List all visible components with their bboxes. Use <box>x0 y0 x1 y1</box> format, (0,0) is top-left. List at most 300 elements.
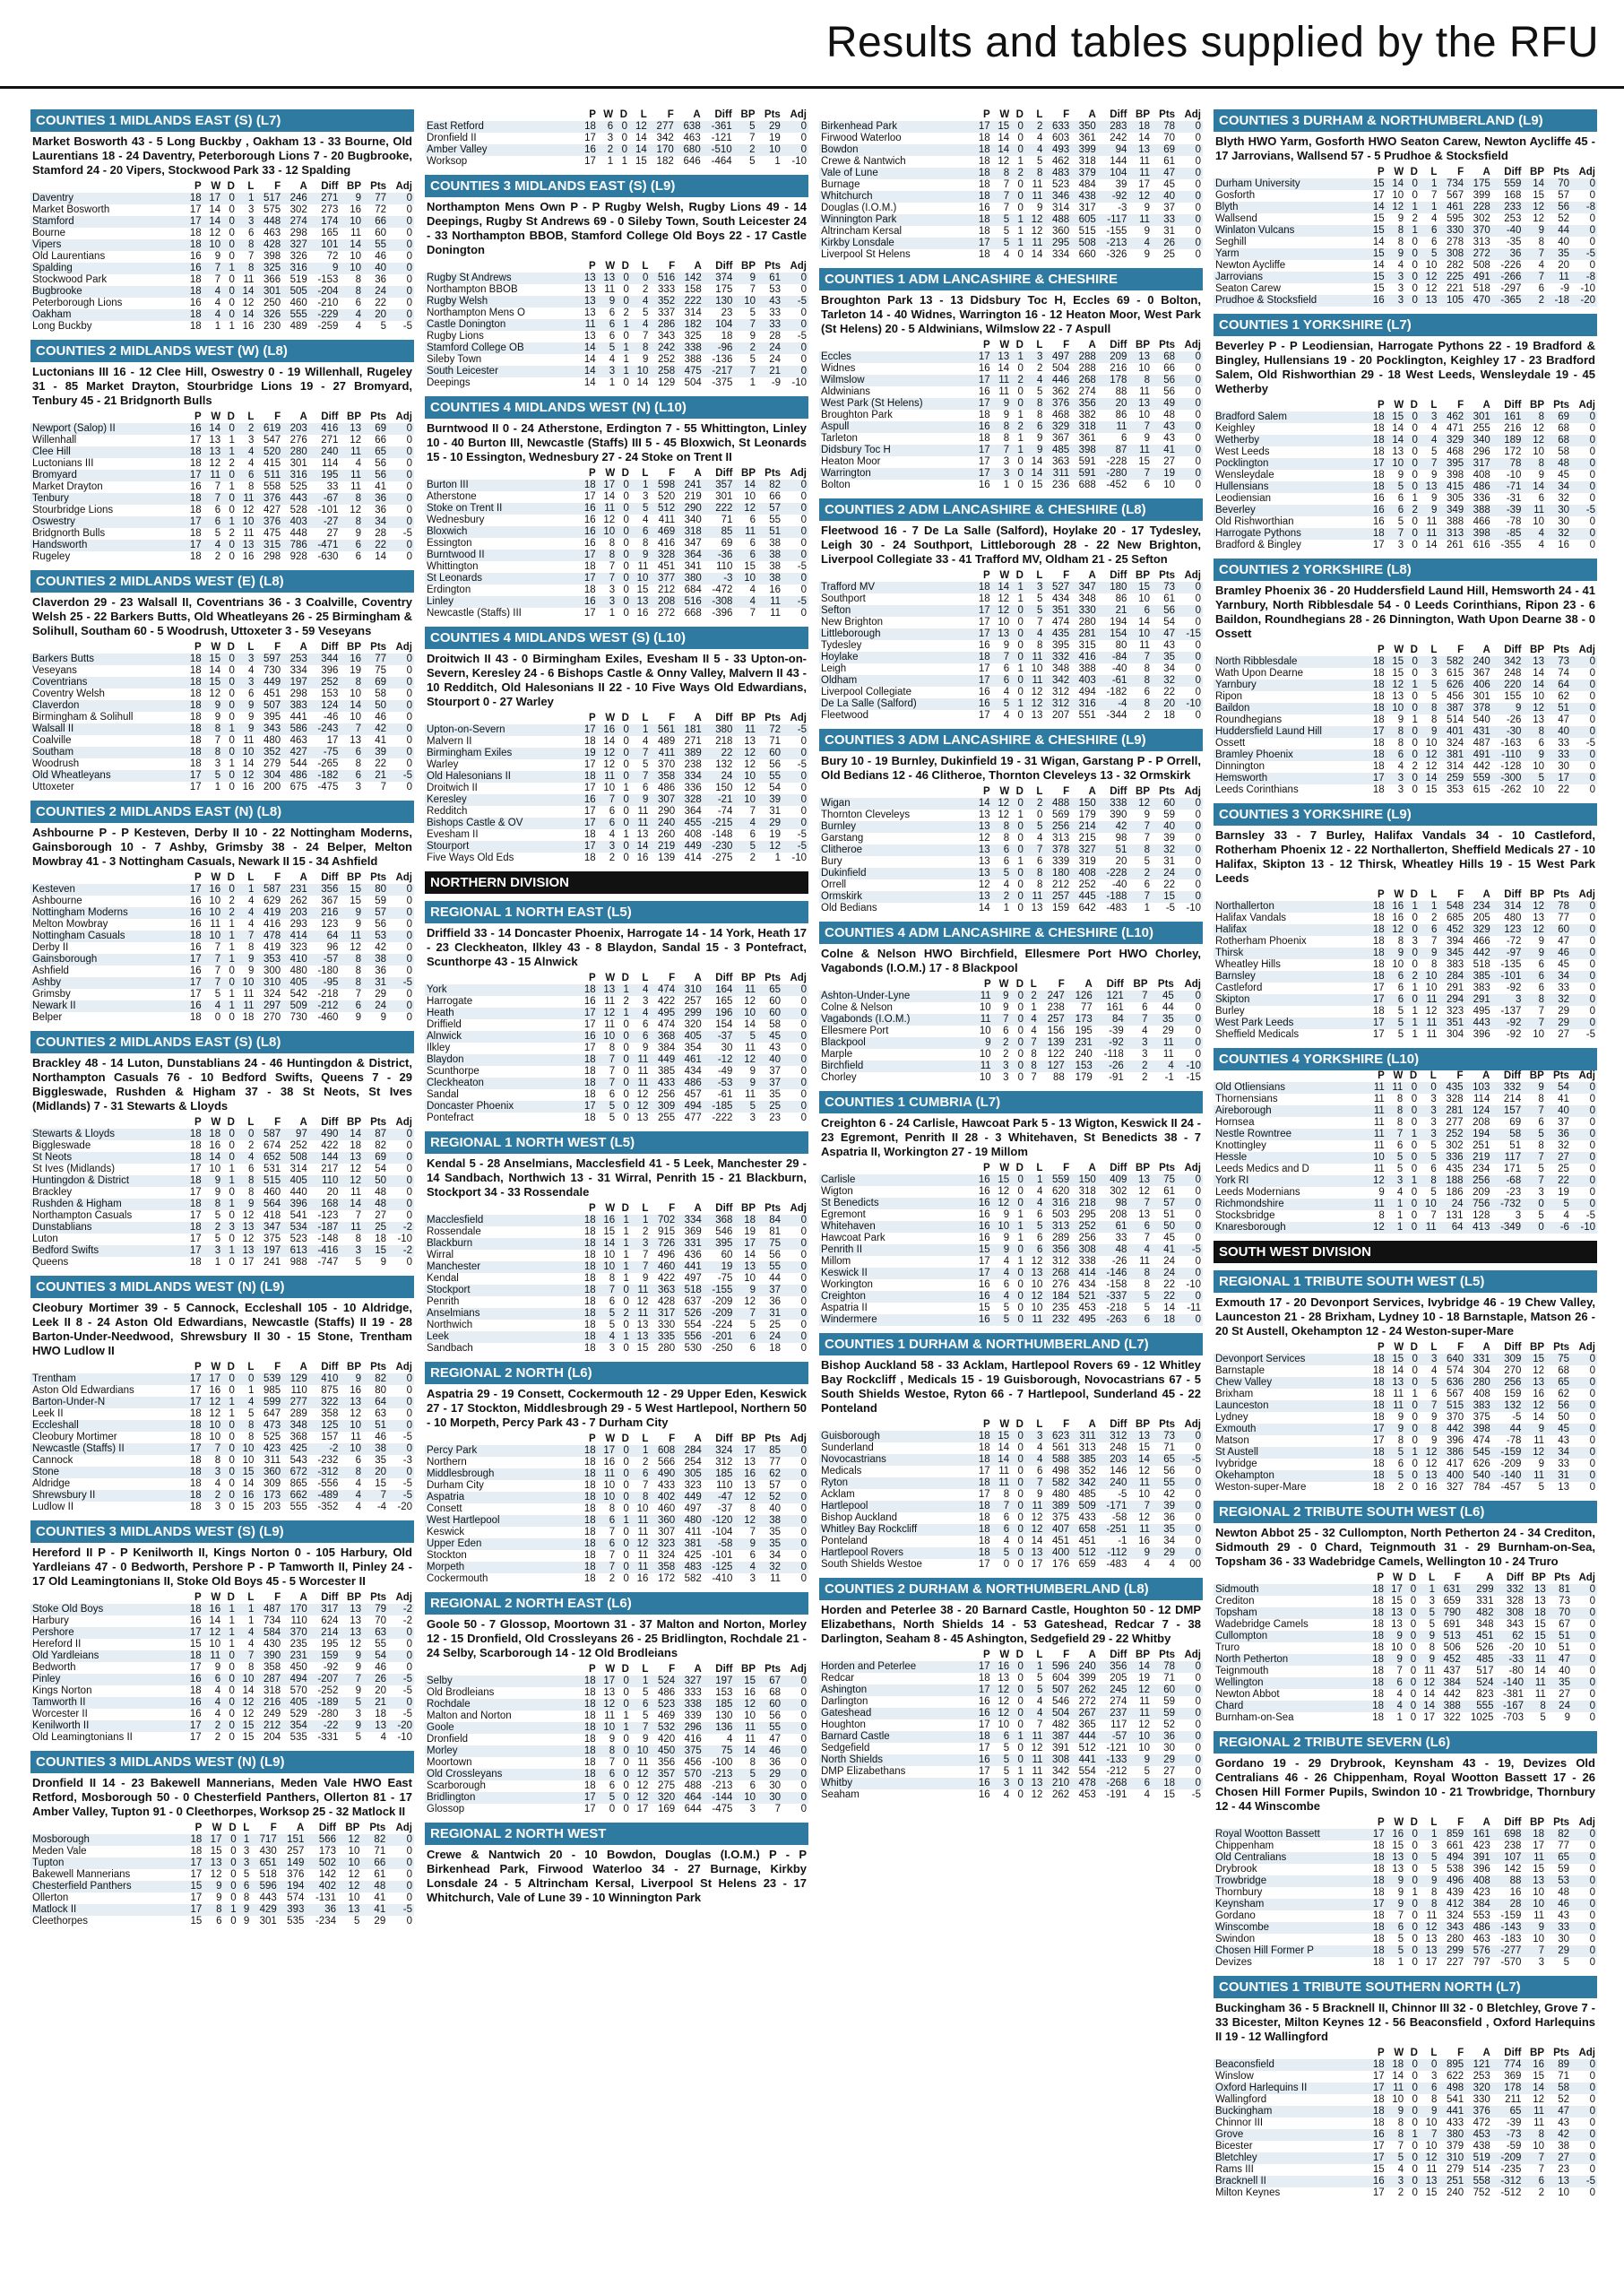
team-name: Cleethorpes <box>32 1916 89 1927</box>
table-cell: 54 <box>1546 1082 1571 1094</box>
table-cell: 256 <box>1492 1377 1524 1389</box>
table-cell: 17 <box>583 608 596 619</box>
team-name: Newport (Salop) II <box>30 423 184 435</box>
table-cell: 189 <box>1492 435 1524 446</box>
table-cell: 5 <box>609 1113 616 1123</box>
table-cell: 7 <box>237 931 256 942</box>
table-cell: 150 <box>1071 798 1098 810</box>
results-text: Gordano 19 - 29 Drybrook, Keynsham 43 - 19, Devizes Old Centralians 46 - 26 Chippenham, Royal Wootton Bassett 17 - 26 Chosen Hill Former Pupils, Swindon 10 - 21 Trowbridge, Thornbury 12 - 44 Winscombe <box>1215 1756 1595 1813</box>
table-cell: 104 <box>1098 168 1129 179</box>
table-cell: 0 <box>1011 1061 1025 1072</box>
table-cell: 508 <box>1473 260 1490 271</box>
table-cell: 636 <box>1438 1377 1465 1389</box>
team-name: Royal Wootton Bassett <box>1214 1829 1367 1840</box>
column-header: BP <box>741 1203 756 1214</box>
table-cell: 17 <box>978 1719 990 1730</box>
table-cell: 16 <box>189 919 202 930</box>
table-cell: 7 <box>734 319 757 331</box>
table-cell: 352 <box>1078 1466 1096 1477</box>
team-name: Meden Vale <box>32 1846 87 1857</box>
table-cell: 0 <box>1571 1377 1597 1389</box>
table-cell: 0 <box>1017 386 1024 397</box>
table-cell: 605 <box>1071 214 1098 226</box>
table-cell: 54 <box>375 1164 387 1174</box>
table-cell: 5 <box>1538 1164 1544 1174</box>
table-cell: 16 <box>1392 913 1404 923</box>
league-section <box>819 1578 1203 1801</box>
table-row <box>1214 435 1597 446</box>
table-cell: 17 <box>1372 2071 1385 2082</box>
table-cell: 55 <box>757 1261 782 1273</box>
table-cell: 11 <box>604 996 616 1007</box>
table-cell: 212 <box>255 1720 282 1732</box>
table-row <box>819 1186 1203 1198</box>
column-header: Pts <box>1159 786 1176 797</box>
table-cell: 59 <box>375 896 387 906</box>
table-cell: 1 <box>617 1331 631 1343</box>
table-cell: -155 <box>1106 226 1127 237</box>
table-cell: 11 <box>598 503 618 515</box>
table-cell: 488 <box>684 1780 702 1791</box>
table-cell: 9 <box>1386 2106 1406 2117</box>
table-cell: 18 <box>1128 121 1152 133</box>
table-cell: -6 <box>1546 1222 1571 1234</box>
table-cell: 455 <box>677 818 704 829</box>
table-cell: 257 <box>1039 1014 1067 1026</box>
column-header: P <box>983 340 990 351</box>
table-cell: 18 <box>184 747 203 758</box>
table-cell: 0 <box>800 1019 807 1030</box>
table-cell: 8 <box>340 977 363 989</box>
table-cell: 11 <box>1025 652 1045 663</box>
table-cell: 0 <box>1589 190 1595 201</box>
table-cell: 5 <box>598 1101 618 1113</box>
table-cell: 406 <box>1465 680 1492 691</box>
table-cell: 8 <box>1003 1489 1010 1500</box>
table-cell: 5 <box>1429 1619 1435 1630</box>
table-cell: 451 <box>263 688 281 699</box>
table-cell: 0 <box>800 1113 807 1123</box>
table-cell: 398 <box>1465 528 1492 540</box>
column-header: P <box>589 468 596 479</box>
table-cell: 2 <box>609 853 616 863</box>
table-cell: 357 <box>650 1769 677 1780</box>
table-cell: -218 <box>317 989 339 1000</box>
table-cell: 123 <box>1492 924 1524 936</box>
table-row <box>819 421 1203 433</box>
table-row <box>1214 528 1597 540</box>
table-cell: 17 <box>578 841 598 853</box>
table-cell: 0 <box>1011 1291 1025 1303</box>
table-cell: 364 <box>677 550 704 561</box>
column-header: W <box>605 468 616 479</box>
table-cell: 0 <box>222 1420 237 1432</box>
table-cell: 0 <box>1571 1945 1597 1957</box>
table-cell: 7 <box>1523 1152 1546 1164</box>
results-text: Blyth HWO Yarm, Gosforth HWO Seaton Carew, Newton Aycliffe 45 - 17 Jarrovians, Wallsend 57 - 5 Prudhoe & Stocksfield <box>1215 134 1595 162</box>
column-header: P <box>1378 645 1385 655</box>
table-cell: 6 <box>203 516 223 528</box>
table-cell: 10 <box>979 1026 991 1036</box>
table-cell: 8 <box>203 1199 223 1210</box>
table-cell: 11 <box>1426 1029 1438 1040</box>
table-cell: -61 <box>1098 675 1129 687</box>
table-cell: 0 <box>1011 675 1025 687</box>
league-table <box>425 1664 808 1815</box>
table-cell: 388 <box>1437 1701 1463 1712</box>
table-cell: 13 <box>578 273 598 284</box>
team-name: Linley <box>425 596 578 608</box>
table-cell: 623 <box>1044 1431 1071 1442</box>
table-cell: 12 <box>209 458 221 469</box>
table-cell: 16 <box>1533 1389 1545 1399</box>
table-row <box>819 351 1203 363</box>
table-cell: 18 <box>583 853 596 863</box>
team-name: Whitehaven <box>819 1221 972 1233</box>
table-cell: 1 <box>631 480 651 491</box>
table-cell: 6 <box>1128 1314 1152 1326</box>
results-text: Dronfield II 14 - 23 Bakewell Mannerians, Meden Vale HWO East Retford, Mosborough 50 - 0 Chesterfield Panthers, Ollerton 81 - 17 Amber Valley, Tupton 91 - 0 Cleethorpes, Worksop 25 - 32 Matlock II <box>32 1776 412 1818</box>
table-cell: 11 <box>243 528 255 539</box>
table-cell: 12 <box>1425 283 1438 294</box>
table-cell: 6 <box>749 1343 756 1354</box>
table-cell: 12 <box>1420 1447 1439 1459</box>
table-cell: 262 <box>289 896 307 906</box>
table-cell: 12 <box>992 798 1012 810</box>
table-cell: 18 <box>1372 691 1385 702</box>
table-cell: 0 <box>222 470 237 481</box>
table-cell: 1 <box>1412 1006 1418 1017</box>
table-cell: 0 <box>800 1250 807 1260</box>
table-cell: 0 <box>623 585 629 595</box>
table-cell: 7 <box>340 1674 363 1685</box>
table-cell: 66 <box>375 435 387 446</box>
table-cell: 514 <box>1446 714 1464 725</box>
table-cell: 1 <box>1420 178 1439 190</box>
table-cell: 564 <box>255 1199 282 1210</box>
table-cell: 70 <box>1548 1607 1572 1619</box>
table-row <box>1214 272 1597 283</box>
table-cell: 7 <box>203 493 223 505</box>
table-cell: 524 <box>1463 1677 1496 1689</box>
table-cell: 10 <box>1128 628 1152 640</box>
table-cell: 18 <box>583 1113 596 1123</box>
table-cell: 875 <box>321 1385 339 1396</box>
table-row <box>819 1221 1203 1233</box>
table-cell: 168 <box>309 1199 341 1210</box>
table-cell: 0 <box>229 1234 235 1244</box>
table-cell: 235 <box>1051 1303 1070 1313</box>
table-cell: 1 <box>1017 433 1024 444</box>
table-cell: 157 <box>321 1432 339 1442</box>
table-cell: 0 <box>1017 179 1024 190</box>
table-cell: 94 <box>1098 144 1129 156</box>
league-table <box>30 872 414 1024</box>
table-cell: 384 <box>1437 1677 1463 1689</box>
table-cell: 44 <box>1546 225 1571 237</box>
table-cell: 0 <box>222 1490 237 1502</box>
team-name: Belper <box>32 1012 63 1023</box>
table-cell: 0 <box>222 747 237 758</box>
table-cell: 12 <box>998 1186 1010 1197</box>
table-row <box>30 321 414 333</box>
table-cell: 314 <box>684 307 702 318</box>
table-cell: 16 <box>350 204 362 215</box>
team-name: Rossendale <box>427 1226 481 1237</box>
table-cell: 1 <box>617 366 631 377</box>
table-cell: 15 <box>340 884 363 896</box>
league-section <box>425 396 808 619</box>
table-cell: 9 <box>1397 1887 1404 1898</box>
table-cell: 0 <box>1177 1221 1203 1233</box>
table-cell: 7 <box>643 1480 649 1491</box>
table-cell: 68 <box>1558 1365 1570 1376</box>
table-cell: 3 <box>1429 1596 1435 1606</box>
table-cell: 7 <box>203 977 223 989</box>
table-cell: 10 <box>1392 190 1404 201</box>
table-cell: 81 <box>769 1226 782 1237</box>
table-cell: 13 <box>1128 398 1152 410</box>
table-cell: 8 <box>1037 410 1043 420</box>
team-name: Old Laurentians <box>32 251 106 262</box>
table-cell: 11 <box>340 446 363 458</box>
table-cell: 554 <box>1078 1766 1096 1777</box>
table-cell: 6 <box>643 783 649 793</box>
table-cell: 6 <box>1037 1209 1043 1220</box>
results-text: Burntwood II 0 - 24 Atherstone, Erdington 7 - 55 Whittington, Linley 10 - 40 Burton III, Newcastle (Staffs) III 5 - 45 Bloxwich, St Leonards 15 - 10 Essington, Wednesbury 27 - 24 Stoke on Trent II <box>427 421 807 463</box>
column-header: Pts <box>1553 889 1570 900</box>
table-cell: 255 <box>657 1113 676 1123</box>
table-cell: 11 <box>1386 2083 1406 2094</box>
table-cell: 216 <box>255 1697 282 1709</box>
table-row <box>819 1303 1203 1314</box>
team-name: Chinnor III <box>1215 2117 1264 2128</box>
table-cell: 33 <box>1546 1922 1571 1934</box>
table-cell: 0 <box>617 724 631 736</box>
table-cell: 8 <box>248 481 255 492</box>
table-cell: 60 <box>757 748 782 759</box>
table-cell: 7 <box>1386 528 1406 540</box>
team-name: Harrogate Pythons <box>1214 528 1367 540</box>
table-cell: 51 <box>1548 1631 1572 1642</box>
table-cell: 12 <box>734 1054 757 1066</box>
table-cell: 0 <box>1404 1607 1418 1619</box>
table-row <box>30 1245 414 1257</box>
table-cell: 0 <box>1011 1268 1025 1279</box>
table-cell: 10 <box>1533 1887 1545 1898</box>
table-row <box>1214 668 1597 680</box>
column-header: W <box>212 1823 222 1833</box>
table-cell: 11 <box>631 1562 651 1573</box>
table-cell: 15 <box>636 585 649 595</box>
team-name: Leeds Corinthians <box>1215 784 1299 795</box>
column-header: A <box>1482 1817 1490 1828</box>
table-cell: 9 <box>309 263 341 274</box>
table-cell: 332 <box>1491 1082 1523 1094</box>
table-cell: 14 <box>1420 773 1439 784</box>
table-cell: 142 <box>318 1869 336 1880</box>
table-cell: 14 <box>340 239 363 251</box>
table-cell: -57 <box>309 954 341 966</box>
table-cell: 0 <box>229 251 235 262</box>
column-header: BP <box>1530 1817 1545 1828</box>
table-row <box>30 1140 414 1152</box>
table-cell: 18 <box>978 249 990 260</box>
team-name: Aldridge <box>32 1478 71 1489</box>
table-cell: 16 <box>598 1215 618 1226</box>
table-row <box>30 1467 414 1478</box>
team-name: Castle Donington <box>425 319 578 331</box>
table-cell: 7 <box>609 1550 616 1561</box>
table-cell: 559 <box>1044 1174 1071 1186</box>
table-cell: 18 <box>184 654 203 665</box>
team-name: Southam <box>30 747 184 758</box>
table-cell: 5 <box>734 1769 757 1780</box>
team-name: Harbury <box>32 1615 69 1626</box>
team-name: Newark II <box>30 1000 184 1012</box>
table-cell: 45 <box>1163 179 1176 190</box>
table-cell: 5 <box>1431 691 1438 702</box>
table-cell: 15 <box>1533 1864 1545 1875</box>
column-header: P <box>983 1163 990 1173</box>
table-cell: 0 <box>1176 1014 1203 1026</box>
table-cell: 647 <box>263 1408 281 1419</box>
table-cell: 16 <box>972 421 992 433</box>
team-name: Eccleshall <box>30 1420 184 1432</box>
table-cell: 9 <box>1564 1712 1570 1723</box>
table-cell: 0 <box>223 1834 238 1846</box>
table-cell: 54 <box>769 783 782 793</box>
table-cell: 0 <box>388 884 414 896</box>
table-cell: 64 <box>363 1397 388 1408</box>
table-cell: 8 <box>1420 1899 1439 1910</box>
league-section <box>30 1751 414 1927</box>
column-header: F <box>1457 1342 1464 1353</box>
table-cell: 8 <box>237 263 256 274</box>
team-name: Bloxwich <box>425 526 578 538</box>
table-cell: -277 <box>1492 1945 1524 1957</box>
table-cell: 0 <box>1589 761 1595 772</box>
table-cell: 18 <box>578 1078 598 1089</box>
table-cell: 463 <box>1473 1934 1490 1944</box>
team-name: Egremont <box>821 1209 866 1220</box>
table-cell: 599 <box>255 1397 282 1408</box>
table-cell: -5 <box>402 528 412 539</box>
table-cell: 0 <box>406 1210 412 1221</box>
table-cell: -5 <box>1585 1210 1595 1221</box>
table-cell: 0 <box>623 1019 629 1030</box>
table-cell: 3 <box>643 996 649 1007</box>
table-cell: 35 <box>1152 652 1177 663</box>
table-cell: 18 <box>578 1676 598 1687</box>
table-cell: 8 <box>1396 1094 1404 1104</box>
table-cell: 19 <box>1152 468 1177 480</box>
table-cell: 10 <box>734 573 757 585</box>
table-cell: 18 <box>583 1503 596 1514</box>
table-cell: 318 <box>263 1685 281 1696</box>
column-header: W <box>999 786 1010 797</box>
table-cell: 865 <box>289 1478 307 1489</box>
table-cell: 672 <box>282 1467 309 1478</box>
table-cell: 717 <box>251 1834 279 1846</box>
table-cell: 18 <box>1367 1654 1386 1666</box>
table-cell: 47 <box>1546 2106 1571 2117</box>
table-cell: 475 <box>677 366 704 377</box>
team-name: Gateshead <box>819 1708 972 1719</box>
table-row <box>30 1455 414 1467</box>
table-cell: -123 <box>317 1210 339 1221</box>
table-cell: 11 <box>340 931 363 942</box>
column-header: L <box>243 1823 250 1833</box>
table-cell: -5 <box>402 1478 412 1489</box>
table-cell: 8 <box>1128 844 1152 856</box>
table-cell: 314 <box>1446 761 1464 772</box>
table-cell: -23 <box>1506 1187 1522 1198</box>
table-cell: 12 <box>603 515 616 525</box>
table-cell: 270 <box>1504 1365 1522 1376</box>
table-cell: 11 <box>992 1477 1012 1489</box>
table-cell: 9 <box>1386 248 1406 260</box>
table-cell: -207 <box>309 1674 341 1685</box>
table-row <box>30 782 414 793</box>
table-header-row <box>1214 2048 1597 2059</box>
table-cell: 205 <box>1110 1673 1127 1684</box>
table-row <box>1214 1129 1597 1140</box>
table-cell: 10 <box>209 1432 221 1442</box>
column-header: A <box>1482 1342 1490 1353</box>
team-name: Roundhegians <box>1215 714 1283 725</box>
table-cell: 414 <box>684 853 702 863</box>
table-cell: 12 <box>636 1780 649 1791</box>
table-cell: 14 <box>1523 178 1546 190</box>
table-row <box>1214 1365 1597 1377</box>
column-header: P <box>589 1433 596 1444</box>
table-cell: -331 <box>317 1732 339 1743</box>
table-cell: 9 <box>972 1037 992 1049</box>
column-header <box>819 340 972 351</box>
table-cell: 336 <box>684 783 702 793</box>
table-cell: -10 <box>791 377 807 388</box>
league-heading: COUNTIES 1 YORKSHIRE (L7) <box>1214 314 1597 336</box>
table-cell: 257 <box>1044 891 1071 903</box>
table-cell: 0 <box>1177 144 1203 156</box>
table-cell: 237 <box>1098 1708 1129 1719</box>
table-cell: 8 <box>1523 994 1546 1006</box>
table-cell: 15 <box>636 1343 649 1354</box>
table-cell: 461 <box>677 1054 704 1066</box>
table-cell: 6 <box>1538 493 1545 504</box>
table-cell: 14 <box>972 798 992 810</box>
table-cell: 0 <box>1571 178 1597 190</box>
column-header <box>425 261 578 273</box>
table-cell: 71 <box>769 736 782 747</box>
table-cell: 11 <box>770 608 782 619</box>
team-name: Crewe & Nantwich <box>821 156 906 167</box>
table-cell: 434 <box>684 1066 702 1077</box>
table-cell: -5 <box>782 596 808 608</box>
team-name: Alnwick <box>425 1031 578 1043</box>
table-cell: 0 <box>222 654 237 665</box>
table-cell: 12 <box>1523 924 1546 936</box>
table-cell: 0 <box>223 1858 238 1869</box>
table-cell: 0 <box>388 470 414 481</box>
team-name: St Benedicts <box>819 1198 972 1209</box>
table-row <box>425 550 808 561</box>
table-row <box>1214 714 1597 726</box>
table-row <box>1214 1631 1597 1642</box>
table-cell: 19 <box>1558 1187 1569 1198</box>
table-cell: 296 <box>1473 446 1490 457</box>
